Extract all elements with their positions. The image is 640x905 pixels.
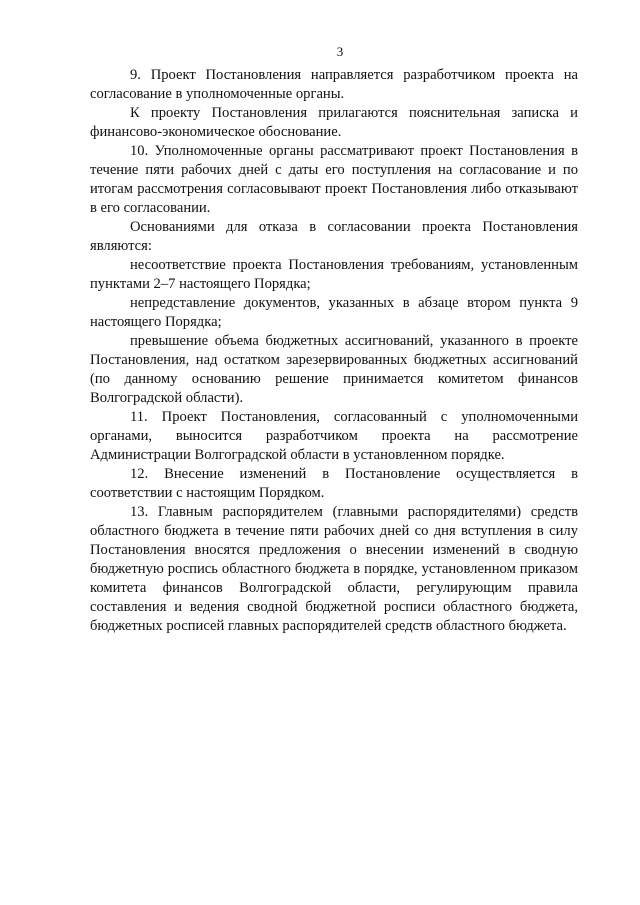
paragraph-attachments: К проекту Постановления прилагаются пояснительная записка и финансово-экономическое обоснование. (90, 105, 578, 140)
paragraph-9: 9. Проект Постановления направляется разработчиком проекта на согласование в уполномоченные органы. (90, 67, 578, 102)
paragraph-12: 12. Внесение изменений в Постановление осуществляется в соответствии с настоящим Порядком. (90, 466, 578, 501)
paragraph-refusal-grounds: Основаниями для отказа в согласовании проекта Постановления являются: (90, 219, 578, 254)
paragraph-ground-missing-documents: непредставление документов, указанных в абзаце втором пункта 9 настоящего Порядка; (90, 295, 578, 330)
page-number: 3 (336, 44, 344, 59)
document-body (90, 66, 578, 636)
paragraph-13: 13. Главным распорядителем (главными распорядителями) средств областного бюджета в течение пяти рабочих дней со дня вступления в силу Постановления вносятся предложения о внесении изменений в сводную бюджетную роспись областного бюджета в порядке, установленном приказом комитета финансов Волгоградской области, регулирующим правила составления и ведения сводной бюджетной росписи областного бюджета, бюджетных росписей главных распорядителей средств областного бюджета. (90, 504, 578, 634)
paragraph-ground-noncompliance: несоответствие проекта Постановления требованиям, установленным пунктами 2–7 настоящего Порядка; (90, 257, 578, 292)
paragraph-ground-excess-allocations: превышение объема бюджетных ассигнований, указанного в проекте Постановления, над остатком зарезервированных бюджетных ассигнований (по данному основанию решение принимается комитетом финансов Волгоградской области). (90, 333, 578, 406)
paragraph-11: 11. Проект Постановления, согласованный с уполномоченными органами, выносится разработчиком проекта на рассмотрение Администрации Волгоградской области в установленном порядке. (90, 409, 578, 463)
paragraph-10: 10. Уполномоченные органы рассматривают проект Постановления в течение пяти рабочих дней с даты его поступления на согласование и по итогам рассмотрения согласовывают проект Постановления либо отказывают в его согласовании. (90, 143, 578, 216)
